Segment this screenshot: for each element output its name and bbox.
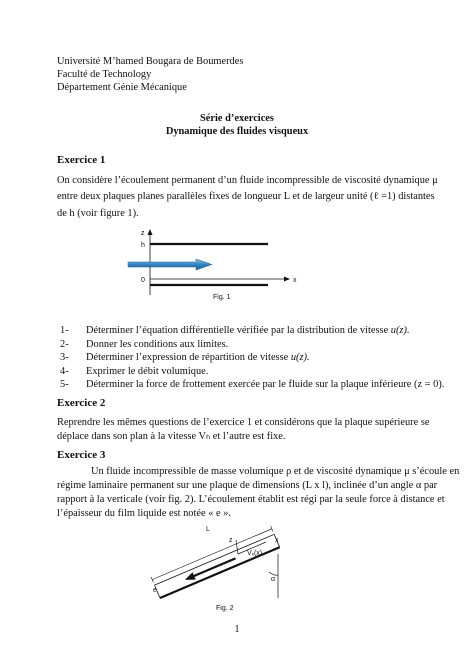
page-number: 1 [234, 624, 240, 635]
faculty-name: Faculté de Technology [57, 69, 152, 80]
fig2-plate-group [151, 526, 280, 598]
fig2-z-axis [236, 540, 238, 554]
fig2-label-alpha: α [271, 576, 276, 583]
fig1-caption: Fig. 1 [213, 294, 231, 301]
figure-1 [118, 224, 308, 310]
exercise-3-heading: Exercice 3 [57, 449, 106, 461]
fig2-label-z: z [229, 537, 233, 544]
fig2-caption: Fig. 2 [216, 605, 234, 612]
fig1-label-z: z [141, 230, 145, 237]
exercise-1-statement [57, 173, 437, 222]
exercise-1-questions [60, 324, 444, 392]
fig2-L-tick-right [271, 526, 273, 532]
exercise-2-heading: Exercice 2 [57, 397, 106, 409]
exercise-2-line-2: déplace dans son plan à la vitesse Vₕ et l’autre est fixe. [57, 431, 286, 442]
exercise-3-statement [57, 465, 459, 521]
exercise-2-line-1: Reprendre les mêmes questions de l’exercice 1 et considérons que la plaque supérieure se [57, 417, 430, 428]
fig2-label-e: e [153, 587, 157, 594]
department-name: Département Génie Mécanique [57, 82, 187, 93]
question-5: 5- Déterminer la force de frottement exercée par le fluide sur la plaque inférieure (z = 0). [60, 379, 445, 391]
fig2-film-surface [155, 534, 275, 585]
exercise-3-line-1: Un fluide incompressible de masse volumique ρ et de viscosité dynamique μ s’écoule en [91, 466, 460, 477]
document-title: Série d’exercices [200, 113, 274, 124]
fig2-label-L: L [206, 526, 210, 533]
fig1-z-arrow [148, 229, 153, 235]
figure-2 [140, 520, 300, 620]
exercise-1-line-3: de h (voir figure 1). [57, 207, 139, 219]
document-subtitle: Dynamique des fluides visqueux [165, 126, 309, 137]
exercise-3-line-3: rapport à la verticale (voir fig. 2). L’écoulement établit est régi par la seule force à distance et [57, 494, 445, 505]
question-2: 2- Donner les conditions aux limites. [60, 338, 229, 350]
exercise-1-line-2: entre deux plaques planes parallèles fixes de longueur L et de largeur unité (ℓ =1) distantes [57, 191, 435, 203]
exercise-1-line-1: On considère l’écoulement permanent d’un fluide incompressible de viscosité dynamique μ [57, 175, 438, 186]
fig1-x-arrow [284, 277, 290, 282]
fig2-label-x: x [275, 537, 279, 544]
university-name: Université M’hamed Bougara de Boumerdes [57, 56, 244, 67]
fig2-label-vx: Vₓ(x) [247, 550, 263, 557]
fig2-L-tick-left [151, 577, 153, 583]
fig2-flow-arrowhead [183, 572, 195, 583]
exercise-2-statement [57, 416, 429, 444]
question-1: 1- Déterminer l’équation différentielle vérifiée par la distribution de vitesse u(z). [60, 325, 410, 336]
question-3: 3- Déterminer l’expression de répartition de vitesse u(z). [60, 352, 310, 364]
fig1-label-x: x [293, 277, 297, 284]
exercise-3-line-4: l’épaisseur du film liquide est notée « e ». [57, 508, 231, 519]
exercise-1-heading: Exercice 1 [57, 154, 106, 166]
fig1-flow-arrow [128, 259, 212, 270]
exercise-3-line-2: régime laminaire permanent sur une plaque de dimensions (L x l), inclinée d’un angle α par [57, 480, 438, 491]
fig1-label-h: h [141, 242, 145, 249]
fig1-label-0: 0 [141, 277, 145, 284]
question-4: 4- Exprimer le débit volumique. [60, 365, 209, 377]
fig2-alpha-arc [269, 572, 278, 575]
